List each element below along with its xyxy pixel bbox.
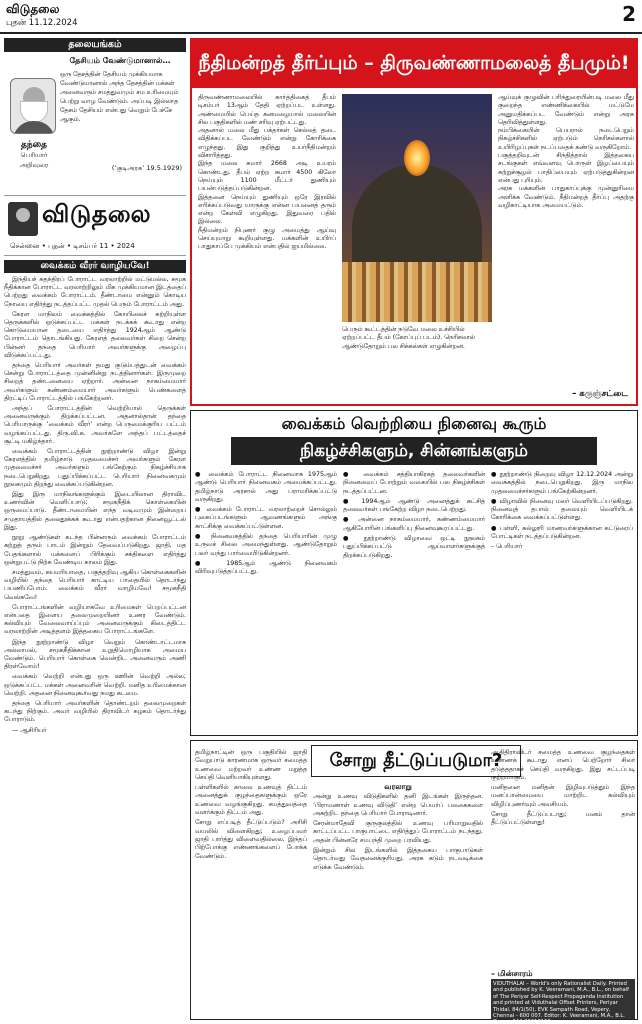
soru-paragraph: சேரன்மாதேவி குருகுலத்தில் உணவு பரிமாறுவதில் காட்டப்பட்ட பாகுபாட்டை எதிர்த்துப் போராட்டம் நடந்தது. அதன் பின்னரே சமபந்தி முறை பரவியது. [313,820,483,844]
vaikom-item: ● வைக்கம் போராட்ட நினைவாக 1975ஆம் ஆண்டு பெரியார் நினைவகம் அமைக்கப்பட்டது. தமிழ்நாடு அரசால் அது பராமரிக்கப்பட்டு வருகிறது. [195,471,337,503]
lead-article [190,88,638,406]
paper-name: விடுதலை [6,2,60,16]
editorial-paragraph: கேரள மாநிலம் வைக்கத்தில் கோயிலைச் சுற்றியுள்ள தெருக்களில் ஒடுக்கப்பட்ட மக்கள் நடக்கக் கூடாது என்ற கொடுமையான தடையை எதிர்த்து 1924ஆம் ஆண்டு போராட்டம் தொடங்கியது. கேரளத் தலைவர்கள் சிறை சென்ற பின்னர் தந்தை பெரியார் அவர்களுக்கு அழைப்பு விடுக்கப்பட்டது. [4,310,186,359]
vaikom-item: ● விழாவில் நினைவு மலர் வெளியிடப்படுகிறது. நினைவுத் தபால் தலையும் வெளியிடக் கோரிக்கை வைக்கப்பட்டுள்ளது. [491,497,633,522]
vaikom-column-1 [195,471,337,579]
vaikom-item: ● வைக்கம் போராட்ட வரலாற்றைச் சொல்லும் புகைப்படங்களும் ஆவணங்களும் அங்கு காட்சிக்கு வைக்கப்பட்டுள்ளன. [195,506,337,530]
lead-paragraph: திருவண்ணாமலையில் கார்த்திகைத் தீபம் டிசம்பர் 13ஆம் தேதி ஏற்றப்பட உள்ளது. அண்மையில் பெய்த கனமழையால் மலையின் சில பகுதிகளில் மண் சரிவு ஏற்பட்டது. [198,94,336,126]
soru-paragraph: சோறு எப்படித் தீட்டுப்படும்? அரிசி வயலில் விளைகிறது; உழைப்பவர் ஜாதி பார்த்து விளைவதில்லை. இந்தப் பிற்போக்கு எண்ணங்களைப் போக்க வேண்டும். [195,819,307,860]
editorial-paragraph: இந்தியச் சுதந்திரப் போராட்ட வரலாற்றில் மட்டுமல்ல, சமூக நீதிக்கான போராட்ட வரலாற்றிலும் மிக முக்கியமான இடத்தைப் பெற்றது வைக்கம் போராட்டம். தீண்டாமை என்னும் கொடிய நோயை எதிர்த்து நடத்தப்பட்ட முதல் பெரும் போராட்டம் அது. [4,276,186,308]
vaikom-item: ● வைக்கம் சத்தியாகிரகத் தலைவர்களின் நினைவைப் போற்றும் வகையில் பல நிகழ்ச்சிகள் நடத்தப்பட்டன. [343,471,485,495]
periyar-portrait [10,78,56,134]
logo-dateline: சென்னை • புதன் • டிசம்பர் 11 • 2024 [10,242,135,250]
soru-paragraph: பள்ளிகளில் காலை உணவுத் திட்டம் அனைத்துக் குழந்தைகளுக்கும் ஒரே உணவை வழங்குகிறது. சமத்துவத்தை வளர்க்கும் திட்டம் அது. [195,784,307,817]
editorial-paragraph: இது இரு மாநிலங்களுக்கும் இடையிலான திராவிட உணர்வின் வெளிப்பாடு; சமூகநீதிக் கொள்கையின் ஒருமைப்பாடு. தீண்டாமையின் எந்த வடிவமும் இன்றைய சமுதாயத்தில் தலைதூக்கக் கூடாது என்பதற்கான நினைவூட்டல் இது. [4,491,186,531]
vaikom-item: ● நூற்றாண்டு விழாவை ஒட்டி நூலகம் புதுப்பிக்கப்பட்டு ஆய்வாளர்களுக்குத் திறக்கப்படுகிறது. [343,535,485,559]
quote-title: தேசியம் வேண்டுமானால்… [69,56,171,65]
lead-headline: நீதிமன்றத் தீர்ப்பும் – திருவண்ணாமலைத் தீபமும்! [190,38,638,88]
soru-title: சோறு தீட்டுப்படுமா? [311,745,521,777]
lead-paragraph: இந்த மலை சுமார் 2668 அடி உயரம் கொண்டது. தீபம் ஏற்ற சுமார் 4500 கிலோ நெய்யும் 1100 மீட்டர் துணியும் பயன்படுத்தப்படுகின்றன. [198,160,336,193]
editorial-signoff: — ஆசிரியர் [12,726,47,734]
paper-logo: விடுதலை [42,200,151,228]
soru-section [190,740,638,1024]
lead-paragraph: ஆய்வுக் குழுவின் பரிந்துரையின்படி மலை மீது குறைந்த எண்ணிக்கையில் மட்டுமே அனுமதிக்கப்பட வேண்டும் என்று அரசு தெரிவித்துள்ளது. [498,94,634,126]
soru-column-3 [491,749,635,830]
soru-subheading: வரலாறு [384,782,412,791]
logo-emblem-icon [8,202,38,236]
vaikom-title-line2: நிகழ்ச்சிகளும், சின்னங்களும் [231,437,597,465]
vaikom-title-line1: வைக்கம் வெற்றியை நினைவு கூரும் [281,414,547,433]
editorial-paragraph: நூறு ஆண்டுகள் கடந்த பின்னரும் வைக்கம் போராட்டம் கற்றுத் தரும் பாடம் இன்றும் தேவைப்படுகிறது. ஜாதி, மத பேதங்களால் மக்களைப் பிரிக்கும் சக்திகளை எதிர்த்து ஒன்றுபட்டு நிற்க வேண்டிய காலம் இது. [4,534,186,566]
editorial-paragraph: தந்தை பெரியார் அவர்களின் தொண்டறம் தலைமுறைகள் கடந்து நிற்கும். அவர் வழியில் திராவிடர் கழகம் தொடர்ந்து போராடும். [4,699,186,724]
quote-signature [8,140,60,170]
quote-reference: (‘குடிஅரசு’ 19.5.1929) [111,164,182,172]
lead-byline: – கருஞ்சட்டை [572,389,628,399]
vaikom-column-2 [343,471,485,562]
page-header [0,0,642,34]
left-column [4,38,186,1020]
photo-caption: பெரும் கூட்டத்தின் நடுவே மலை உச்சியில் ஏற்றப்பட்ட தீபம் (கோப்புப் படம்). நெரிசலால் ஆண்டுதோறும் பல சிக்கல்கள் எழுகின்றன. [342,326,475,350]
soru-paragraph: தமிழ்நாட்டின் ஒரு பகுதியில் ஜாதி வேறுபாடு காரணமாக ஒருவர் சமைத்த உணவை மற்றவர் உண்ண மறுத்த செய்தி வெளியாகியுள்ளது. [195,749,307,781]
editorial-paragraph: தந்தை பெரியார் அவர்கள் தமது குடும்பத்துடன் வைக்கம் சென்று போராட்டத்தை முன்னின்று நடத்தினார்கள். இருமுறை சிறைத் தண்டனையை ஏற்றார். அன்னை நாகம்மையார் அவர்களும் கண்ணம்மையார் அவர்களும் பெண்களைத் திரட்டிப் போராட்டத்தில் பங்கேற்றனர். [4,362,186,402]
signature-sub: பெரியார் அறிவுரை [19,151,49,169]
quote-text: ஒரு தேசத்தின் தேசியம் முக்கியமாக வேண்டுமானால் அந்த தேசத்தின் மக்கள் அனைவரும் சமத்துவமும் சம உரிமையும் பெற்று வாழ வேண்டும். அப்படி இல்லாத தேசம் தேசியம் என்பது வெறும் பேச்சே ஆகும். [60,71,179,123]
editorial-body [4,276,186,735]
editorial-paragraph: போராட்டங்களின் வழியாகவே உரிமைகள் பெறப்பட்டன என்பதை இளைய தலைமுறையினர் உணர வேண்டும். கல்வியும் வேலைவாய்ப்பும் அனைவருக்கும் கிடைத்திட்ட வரலாற்றின் அடித்தளம் இத்தகைய போராட்டங்களே. [4,603,186,636]
lead-paragraph: நம்பிக்கையின் பெயரால் நடைபெறும் நிகழ்ச்சிகளில் ஏற்படும் நெரிசல்களால் உயிரிழப்புகள் நடப்பதைக் கண்டு வருகிறோம். [498,127,634,151]
vaikom-column-3 [491,471,633,554]
vaikom-item: ● நூற்றாண்டு நிறைவு விழா 12.12.2024 அன்று வைக்கத்தில் நடைபெறுகிறது. இரு மாநில முதலமைச்சர்களும் பங்கேற்கின்றனர். [491,471,633,495]
lead-column-1 [198,94,336,252]
lead-paragraph: இத்தனை நெய்யும் துணியும் ஒரே இரவில் எரிக்கப்படுவது யாருக்கு என்ன பயனைத் தரும் என்ற கேள்வி எழுகிறது. இதுவரை பதில் இல்லை. [198,193,336,226]
soru-paragraph: அன்று உணவு விடுதிகளில் தனி இடங்கள் இருந்தன. ‘பிராமணாள் உணவு விடுதி’ என்ற பெயர்ப் பலகைகளை அகற்றிட தந்தை பெரியார் போராடினார். [313,793,483,817]
soru-byline: – மின்சாரம் [491,969,533,978]
lead-column-3 [498,94,634,210]
vaikom-section [190,410,638,736]
editorial-paragraph: இந்த நூற்றாண்டு விழா வெறும் கொண்டாட்டமாக அல்லாமல், சமூகநீதிக்கான உறுதிமொழியாக அமைய வேண்டும். பெரியார் கொள்கை வென்றிட அனைவரும் அணி திரள்வோம்! [4,638,186,671]
issue-date: புதன் 11.12.2024 [6,18,78,28]
quote-box [4,52,186,196]
soru-column-2 [313,781,483,874]
editorial-paragraph: சமத்துவம், சுயமரியாதை, பகுத்தறிவு ஆகிய கொள்கைகளின் வழியில் தந்தை பெரியார் காட்டிய பாதையில் தொடர்ந்து பயணிப்போம். வைக்கம் வீரர் வாழியவே! சமூகநீதி வெல்கவே! [4,568,186,601]
logo-box [4,196,186,256]
editorial-title: வைக்கம் வீரர் வாழியவே! [4,260,186,273]
lead-paragraph: அதனால் மலை மீது பக்தர்கள் செல்லத் தடை விதிக்கப்பட வேண்டும் என்று கோரிக்கை எழுந்தது. இது குறித்து உயர்நீதிமன்றம் விசாரித்தது. [198,127,336,160]
soru-paragraph: இன்றும் சில இடங்களில் இத்தகைய பாகுபாடுகள் தொடர்வது வேதனைக்குரியது. அரசு கடும் நடவடிக்கை எடுக்க வேண்டும். [313,847,483,871]
vaikom-item: ● நினைவகத்தில் தந்தை பெரியாரின் முழு உருவச் சிலை அமைந்துள்ளது. ஆண்டுதோறும் பலர் வந்து பார்வையிடுகின்றனர். [195,533,337,557]
vaikom-item: ● 1994ஆம் ஆண்டு அனைத்துக் கட்சித் தலைவர்கள் பங்கேற்ற விழா நடைபெற்றது. [343,497,485,514]
editorial-paragraph: வைக்கம் போராட்டத்தின் நூற்றாண்டு விழா இன்று கேரளத்தில் தமிழ்நாடு முதலமைச்சர் அவர்களும் கேரள முதலமைச்சர் அவர்களும் பங்கேற்கும் நிகழ்ச்சியாக நடைபெறுகிறது. புதுப்பிக்கப்பட்ட பெரியார் நினைவகமும் நூலகமும் திறந்து வைக்கப்படுகின்றன. [4,448,186,488]
vaikom-item: ● பள்ளி, கல்லூரி மாணவர்களுக்கான கட்டுரைப் போட்டிகள் நடத்தப்படுகின்றன. [491,524,633,541]
soru-column-1 [195,749,307,863]
deepam-photo [342,94,492,322]
vaikom-columns [195,471,633,731]
soru-paragraph: மனிதனை மனிதன் இழிவுபடுத்தும் இந்த மனப்பான்மையை மாற்றிட கல்வியும் விழிப்புணர்வும் அவசியம். [491,784,635,808]
lead-paragraph: நீதிமன்றம் நிபுணர் குழு அமைத்து ஆய்வு செய்யுமாறு கூறியுள்ளது. மக்களின் உயிர்ப் பாதுகாப்பே முக்கியம் என்பதில் ஐயமில்லை. [198,226,336,251]
signature-name: தந்தை [20,140,47,150]
imprint-box: VIDUTHALAI – World's only Rationalist Daily. Printed and published by K. Veeramani, M.A., B.L., on behalf of The Periyar Self-Respect Propaganda Institution and printed at Viduthalai Offset Printers, Periyar Thidal, 84/1(50), EVK Sampath Road, Vepery, Chennai - 600 007. Editor: K. Veeramani, M.A., B.L. Phone: 044-26618163 [491,979,635,1019]
soru-paragraph: ஆதிதிராவிடர் சமைத்த உணவை குழந்தைகள் உண்ணக் கூடாது எனப் பெற்றோர் சிலர் தடுத்ததாகச் செய்தி வருகிறது. இது சட்டப்படி குற்றமாகும். [491,749,635,781]
lead-paragraph: அரசு மக்களின் பாதுகாப்புக்கு முன்னுரிமை அளிக்க வேண்டும். நீதிமன்றத் தீர்ப்பு அதற்கு வழிகாட்டியாக அமையட்டும். [498,185,634,209]
soru-paragraph: சோறு தீட்டுப்படாது; மனம் தான் தீட்டுப்பட்டுள்ளது! [491,811,635,827]
page-number: 2 [622,2,636,26]
main-content [190,38,638,1024]
lead-paragraph: பகுத்தறிவுடன் சிந்தித்தால் இத்தகைய சடங்குகள் எவ்வளவு பொருள் இழப்பையும் சுற்றுச்சூழல் பாதிப்பையும் ஏற்படுத்துகின்றன என்பது புரியும். [498,152,634,184]
editorial-paragraph: அந்தப் போராட்டத்தின் வெற்றியால் தெருக்கள் அனைவருக்கும் திறக்கப்பட்டன. அதனால்தான் தந்தை பெரியாருக்கு ‘வைக்கம் வீரர்’ என்ற பெருமைக்குரிய பட்டம் வழங்கப்பட்டது. திரு.வி.க. அவர்களே அந்தப் பட்டத்தைச் சூட்டி மகிழ்ந்தார். [4,405,186,445]
vaikom-item: ● அன்னை நாகம்மையார், கண்ணம்மையார் ஆகியோரின் பங்களிப்பு நினைவுகூரப்பட்டது. [343,516,485,532]
editorial-paragraph: வைக்கம் வெற்றி என்பது ஒரு ஊரின் வெற்றி அல்ல; ஒடுக்கப்பட்ட மக்கள் அனைவரின் வெற்றி. மனித உரிமைக்கான வெற்றி. அதனை நினைவுகூர்வது நமது கடமை. [4,673,186,697]
vaikom-item: ● 1985ஆம் ஆண்டு நினைவகம் விரிவுபடுத்தப்பட்டது. [195,559,337,576]
vaikom-signoff: – பெரியார் [491,543,523,551]
masthead-label: தலையங்கம் [4,38,186,52]
